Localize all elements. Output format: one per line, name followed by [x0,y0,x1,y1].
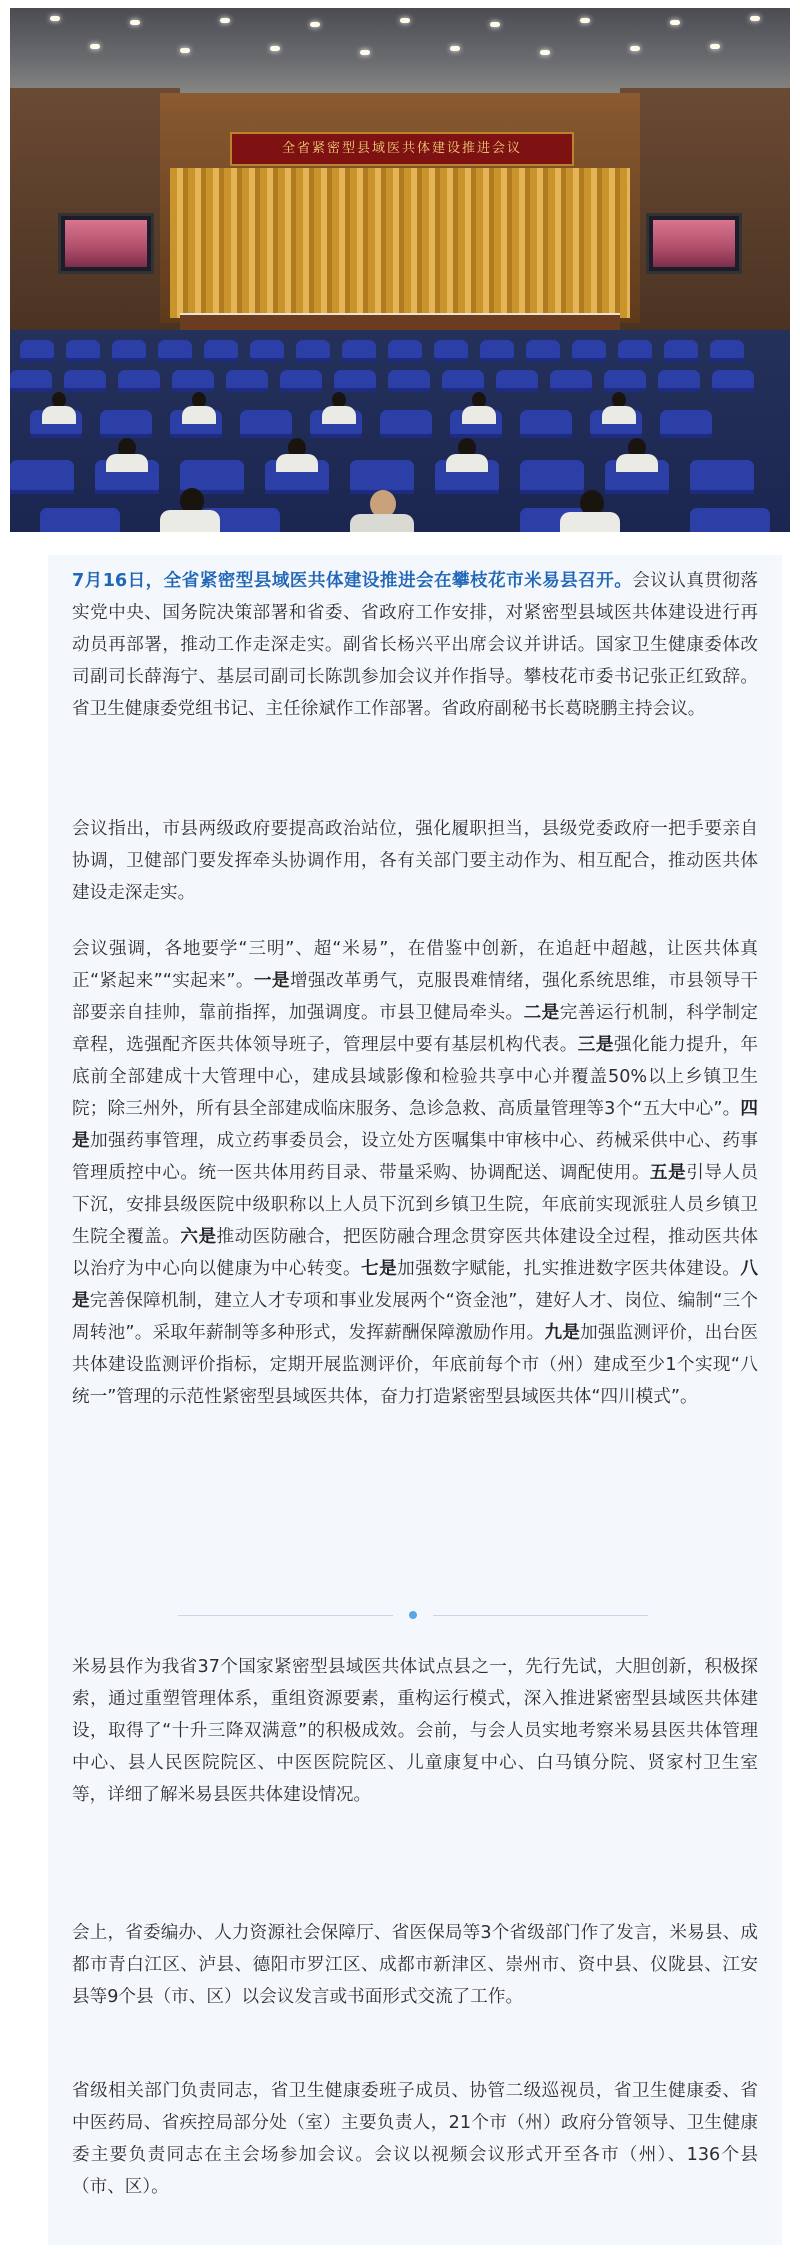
lead-sentence: 7月16日，全省紧密型县域医共体建设推进会在攀枝花市米易县召开。 [72,571,633,591]
paragraph-6: 省级相关部门负责同志，省卫生健康委班子成员、协管二级巡视员，省卫生健康委、省中医药局、省疾控局部分处（室）主要负责人，21个市（州）政府分管领导、卫生健康委主要负责同志在主会场参加会议。会议以视频会议形式开至各市（州）、136个县（市、区）。 [72,2081,758,2197]
point-text-3: 强化能力提升，年底前全部建成十大管理中心，建成县域影像和检验共享中心并覆盖50%以上乡镇卫生院；除三州外，所有县全部建成临床服务、急诊急救、高质量管理等3个“五大中心”。 [72,1035,758,1119]
screen-right [646,213,742,274]
point-label-4: 四是 [72,1099,758,1151]
point-text-8: 完善保障机制，建立人才专项和事业发展两个“资金池”，建好人才、岗位、编制“三个周转池”。采取年薪制等多种形式，发挥薪酬保障激励作用。 [72,1291,758,1343]
point-text-1: 增强改革勇气，克服畏难情绪，强化系统思维，市县领导干部要亲自挂帅，靠前指挥，加强调度。市县卫健局牵头。 [72,971,758,1023]
audience-seating [10,330,790,532]
point-text-2: 完善运行机制，科学制定章程，选强配齐医共体领导班子，管理层中要有基层机构代表。 [72,1003,758,1055]
point-text-4: 加强药事管理，成立药事委员会，设立处方医嘱集中审核中心、药械采供中心、药事管理质控中心。统一医共体用药目录、带量采购、协调配送、调配使用。 [72,1131,758,1183]
point-label-5: 五是 [650,1163,687,1183]
screen-left [58,213,154,274]
paragraph-4: 米易县作为我省37个国家紧密型县域医共体试点县之一，先行先试，大胆创新，积极探索，通过重塑管理体系，重组资源要素，重构运行模式，深入推进紧密型县域医共体建设，取得了“十升三降双满意”的积极成效。会前，与会人员实地考察米易县医共体管理中心、县人民医院院区、中医医院院区、儿童康复中心、白马镇分院、贤家村卫生室等，详细了解米易县医共体建设情况。 [72,1657,758,1805]
point-label-3: 三是 [577,1035,614,1055]
point-text-7: 加强数字赋能，扎实推进数字医共体建设。 [397,1259,741,1279]
conference-banner: 全省紧密型县域医共体建设推进会议 [230,132,574,166]
paragraph-1 [72,565,758,725]
point-label-2: 二是 [523,1003,560,1023]
paragraph-5: 会上，省委编办、人力资源社会保障厅、省医保局等3个省级部门作了发言，米易县、成都市青白江区、泸县、德阳市罗江区、成都市新津区、崇州市、资中县、仪陇县、江安县等9个县（市、区）以会议发言或书面形式交流了工作。 [72,1923,758,2007]
point-text-6: 推动医防融合，把医防融合理念贯穿医共体建设全过程，推动医共体以治疗为中心向以健康为中心转变。 [72,1227,758,1279]
divider-left [178,1615,393,1616]
divider-dot [409,1611,417,1619]
divider-right [433,1615,648,1616]
point-text-5: 引导人员下沉，安排县级医院中级职称以上人员下沉到乡镇卫生院，年底前实现派驻人员乡镇卫生院全覆盖。 [72,1163,758,1247]
point-text-9: 加强监测评价，出台医共体建设监测评价指标，定期开展监测评价，年底前每个市（州）建成至少1个实现“八统一”管理的示范性紧密型县域医共体，奋力打造紧密型县域医共体“四川模式”。 [72,1323,758,1407]
point-label-8: 八是 [72,1259,758,1311]
article-card [48,555,782,2245]
point-label-9: 九是 [544,1323,581,1343]
point-label-6: 六是 [180,1227,217,1247]
paragraph-2: 会议指出，市县两级政府要提高政治站位，强化履职担当，县级党委政府一把手要亲自协调，卫健部门要发挥牵头协调作用，各有关部门要主动作为、相互配合，推动医共体建设走深走实。 [72,819,758,903]
p3-intro: 会议强调，各地要学“三明”、超“米易”，在借鉴中创新，在追赶中超越，让医共体真正“紧起来”“实起来”。 [72,939,758,991]
point-label-1: 一是 [253,971,290,991]
point-label-7: 七是 [361,1259,398,1279]
stage-curtain [170,168,630,318]
conference-photo [10,8,790,532]
ceiling [10,8,790,98]
paragraph-3 [72,933,758,1413]
paragraph-1-text: 会议认真贯彻落实党中央、国务院决策部署和省委、省政府工作安排，对紧密型县域医共体建设进行再动员再部署，推动工作走深走实。副省长杨兴平出席会议并讲话。国家卫生健康委体改司副司长薛海宁、基层司副司长陈凯参加会议并作指导。攀枝花市委书记张正红致辞。省卫生健康委党组书记、主任徐斌作工作部署。省政府副秘书长葛晓鹏主持会议。 [72,571,758,719]
